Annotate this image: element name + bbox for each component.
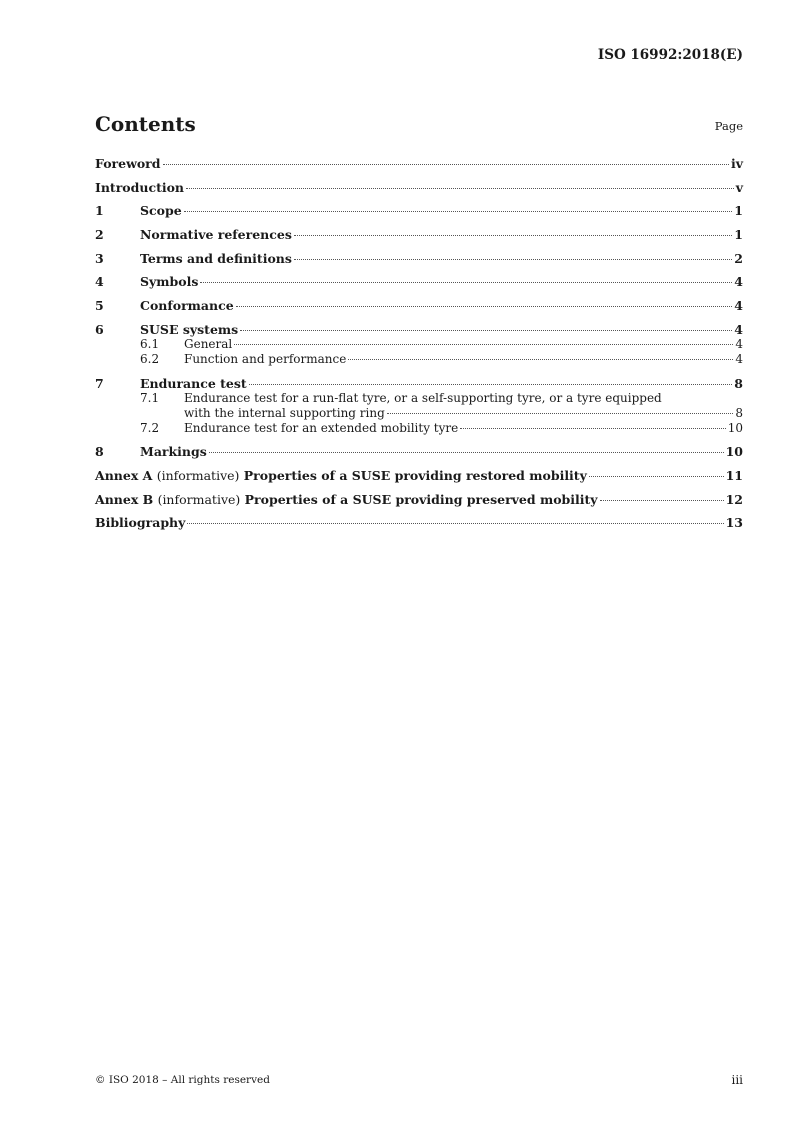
toc-entry-conformance[interactable] [95,298,743,313]
toc-entry-suse-systems[interactable] [95,322,743,337]
toc-title: Function and performance [184,351,347,366]
annex-label: Annex B [95,491,154,507]
dot-leader [387,413,734,414]
toc-page: 4 [734,298,743,314]
toc-entry-endurance-test-run-flat[interactable] [95,391,743,421]
toc-page: v [735,179,743,195]
annex-title: Properties of a SUSE providing preserved mobility [244,491,598,507]
toc-page: 8 [735,405,743,420]
toc-title: Foreword [95,156,161,171]
toc-title: Terms and definitions [140,250,292,266]
toc-entry-markings[interactable] [95,444,743,459]
toc-page: 10 [727,420,743,435]
copyright-notice: © ISO 2018 – All rights reserved [95,1074,270,1086]
dot-leader [589,476,724,477]
dot-leader [184,211,733,212]
dot-leader [163,164,729,165]
toc-page: 13 [725,515,743,531]
toc-entry-terms-and-definitions[interactable] [95,251,743,266]
toc-page: 2 [734,250,743,266]
toc-title: Normative references [140,227,292,243]
toc-page: 4 [735,351,743,366]
toc-number: 7 [95,375,104,391]
annex-label: Annex A [95,467,153,483]
toc-page: iv [730,156,743,171]
page-number: iii [731,1073,743,1087]
toc-page: 8 [734,375,743,391]
toc-entry-endurance-test[interactable] [95,376,743,391]
dot-leader [294,235,732,236]
toc-title: Introduction [95,179,185,195]
annex-type: (informative) [157,491,241,507]
toc-page: 4 [735,336,743,351]
toc-number: 1 [95,203,104,219]
toc-page: 10 [725,444,743,460]
toc-number: 7.1 [140,390,160,405]
toc-page: 11 [725,467,743,483]
dot-leader [294,259,732,260]
document-id: ISO 16992:2018(E) [597,47,743,63]
toc-entry-general[interactable] [95,337,743,352]
toc-entry-annex-a[interactable] [95,468,743,483]
toc-number: 2 [95,227,104,243]
toc-title [95,468,587,483]
toc-number: 6.2 [140,351,160,366]
toc-title: Endurance test [140,375,247,391]
toc-entry-endurance-test-extended-mobility[interactable] [95,421,743,436]
toc-page: 12 [725,491,743,507]
toc-number: 7.2 [140,420,160,435]
toc-number: 5 [95,298,104,314]
toc-page: 4 [734,321,743,337]
dot-leader [600,500,724,501]
toc-title: Scope [140,203,182,219]
toc-title-line1: Endurance test for a run-flat tyre, or a self-supporting tyre, or a tyre equipped [184,390,662,405]
toc-entry-normative-references[interactable] [95,227,743,242]
toc-title-line2: with the internal supporting ring [184,405,385,420]
toc-number: 4 [95,274,104,290]
dot-leader [186,188,734,189]
toc-page: 1 [734,203,743,219]
dot-leader [234,344,733,345]
dot-leader [187,523,723,524]
toc-number: 6.1 [140,336,160,351]
toc-entry-introduction[interactable] [95,180,743,195]
dot-leader [200,282,732,283]
toc-title: Bibliography [95,515,186,531]
dot-leader [236,306,733,307]
toc-number: 8 [95,444,104,460]
toc-title: Markings [140,444,207,460]
toc-number: 6 [95,321,104,337]
contents-heading: Contents [95,112,196,136]
toc-title: Symbols [140,274,199,290]
toc-entry-scope[interactable] [95,203,743,218]
toc-page: 4 [734,274,743,290]
toc-title: General [184,336,233,351]
toc-title: Endurance test for an extended mobility tyre [184,420,459,435]
dot-leader [240,330,732,331]
toc-title: SUSE systems [140,321,239,337]
dot-leader [460,428,725,429]
dot-leader [348,359,733,360]
toc-entry-bibliography[interactable] [95,515,743,530]
dot-leader [209,452,724,453]
toc-entry-annex-b[interactable] [95,492,743,507]
toc-entry-foreword[interactable] [95,156,743,171]
toc-entry-function-and-performance[interactable] [95,352,743,367]
dot-leader [249,384,733,385]
page-column-label: Page [714,119,743,133]
toc-title [95,492,598,507]
toc-title: Conformance [140,298,234,314]
toc-entry-symbols[interactable] [95,274,743,289]
table-of-contents [95,156,743,530]
toc-page: 1 [734,227,743,243]
toc-number: 3 [95,250,104,266]
annex-type: (informative) [156,467,240,483]
annex-title: Properties of a SUSE providing restored mobility [243,467,587,483]
